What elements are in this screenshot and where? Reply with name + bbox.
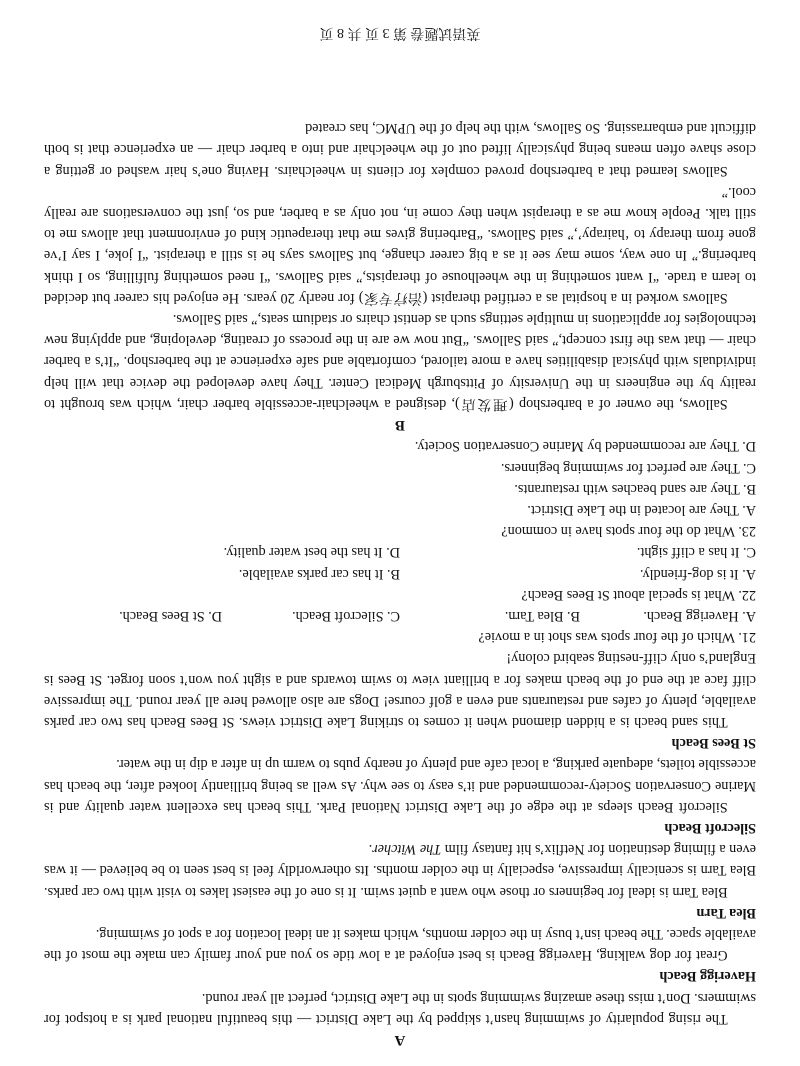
q23-option-c[interactable]: C. They are perfect for swimming beginners.	[500, 459, 756, 476]
spot-title-haverigg: Haverigg Beach	[659, 968, 756, 985]
q22-option-b[interactable]: B. It has car parks available.	[238, 565, 400, 582]
q21-option-b[interactable]: B. Blea Tarn.	[504, 607, 580, 624]
spot-text-st-bees: This sand beach is a hidden diamond when it comes to striking Lake District views. St Bees Beach has two car parks available, plenty of cafes and restaurants and even a golf course! Dogs are also allowed here all year round. The impressive cliff face at the end of the beach makes for a brilliant view to swim towards and a sight you won’t soon forget. St Bees is England’s only cliff-nesting seabird colony!	[44, 650, 756, 730]
question-22-stem: 22. What is special about St Bees Beach?	[521, 586, 756, 603]
question-21-options	[44, 605, 756, 626]
section-b-paragraph-3: Sallows learned that a barbershop proved complex for clients in wheelchairs. Having one’s hair washed or getting a close shave often means being physically lifted out of the wheelchair and into a barber chair — an experience that is both difficult and embarrassing. So Sallows, with the help of the UPMC, has created	[44, 120, 756, 179]
q22-option-d[interactable]: D. It has the best water quality.	[223, 544, 400, 561]
spot-text-haverigg: Great for dog walking, Haverigg Beach is best enjoyed at a low tide so you and your family can make the most of the available space. The beach isn’t busy in the colder months, which makes it an ideal location for a spot of swimming.	[44, 925, 756, 964]
q23-option-b[interactable]: B. They are sand beaches with restaurants.	[514, 480, 756, 497]
section-a-heading: A	[394, 1032, 406, 1048]
q23-option-a[interactable]: A. They are located in the Lake District.	[527, 501, 756, 518]
film-title: The Witcher	[372, 841, 442, 858]
spot-title-st-bees: St Bees Beach	[671, 735, 756, 752]
q23-option-d[interactable]: D. They are recommended by Marine Conservation Society.	[414, 438, 756, 455]
spot-title-silecroft: Silecroft Beach	[664, 819, 756, 836]
section-a-intro: The rising popularity of swimming hasn’t skipped by the Lake District — this beautiful national park is a hotspot for swimmers. Don’t miss these amazing swimming spots in the Lake District, perfect all year round.	[44, 989, 756, 1027]
q21-option-a[interactable]: A. Haverigg Beach.	[643, 607, 756, 624]
spot-text-blea-tarn-body: Blea Tarn is ideal for beginners or those who want a quiet swim. It is one of the easiest lakes to visit with two car parks. Blea Tarn is scenically impressive, especially in the colder months. Its otherworldly feel is best seen to be believed — it was even a filming destination for Netflix’s hit fantasy film	[44, 841, 756, 900]
page-content	[44, 117, 756, 1050]
q22-option-a[interactable]: A. It is dog-friendly.	[639, 565, 756, 582]
question-23-stem: 23. What do the four spots have in common?	[501, 523, 756, 540]
q21-option-c[interactable]: C. Silecroft Beach.	[292, 607, 400, 624]
spot-text-blea-tarn-end: .	[368, 841, 373, 858]
q22-option-c[interactable]: C. It has a cliff sight.	[636, 544, 756, 561]
page-footer: 英语试题卷 第 3 页 共 8 页	[319, 25, 481, 40]
spot-text-blea-tarn	[44, 838, 756, 902]
section-b-paragraph-1: Sallows, the owner of a barbershop (理发店), designed a wheelchair-accessible barber chair, which was brought to reality by the engineers in the University of Pittsburgh Medical Center. They have developed the device that will help individuals with physical disabilities have a more tailored, comfortable and safe experience at the barbershop. “It’s a barber chair — that was the first concept,” said Sallows. “But now we are in the process of creating, developing, and applying new technologies for applications in multiple settings such as dentist chairs or stadium seats,” said Sallows.	[44, 311, 756, 412]
question-22-options-row2	[44, 541, 756, 562]
spot-title-blea-tarn: Blea Tarn	[696, 904, 756, 921]
question-21-stem: 21. Which of the four spots was shot in a movie?	[478, 629, 756, 646]
spot-text-silecroft: Silecroft Beach sleeps at the edge of the Lake District National Park. This beach has excellent water quality and is Marine Conservation Society-recommended and it’s easy to see why. As well as being brilliantly looked after, the beach has accessible toilets, adequate parking, a local cafe and plenty of nearby pubs to warm up in after a dip in the water.	[44, 756, 756, 815]
q21-option-d[interactable]: D. St Bees Beach.	[119, 607, 222, 624]
question-22-options-row1	[44, 562, 756, 583]
section-b-heading: B	[395, 417, 406, 434]
section-b-paragraph-2: Sallows worked in a hospital as a certified therapist (治疗专家) for nearly 20 years. He enjoyed his career but decided to learn a trade. “I want something in the wheelhouse of therapists,” said Sallows. “I need something fulfilling, so I think barbering.” In one way, some may see it as a big career change, but Sallows says he is still a therapist. “I joke, I say I’ve gone from therapy to ‘hairapy’,” said Sallows. “Barbering gives me that therapeutic kind of environment that allows me to still talk. People know me as a therapist when they come in, not only as a barber, and so, just the conversations are really cool.”	[44, 183, 756, 306]
